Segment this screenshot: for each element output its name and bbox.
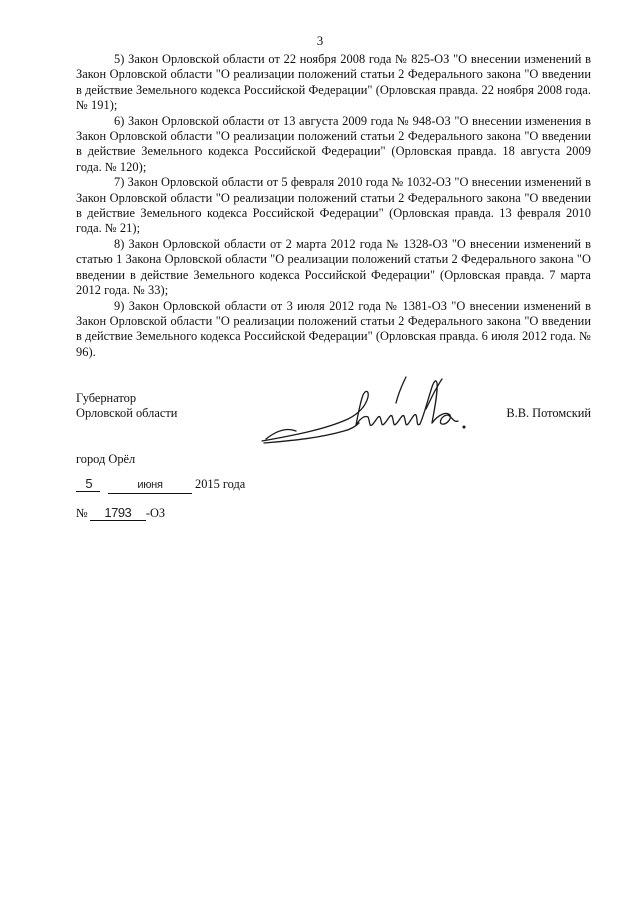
law-item: 7) Закон Орловской области от 5 февраля 2010 года № 1032-ОЗ "О внесении изменений в Закон Орловской области "О реализации положений статьи 2 Федерального закона "О введении в действие Земельного кодекса Российской Федерации" (Орловская правда. 13 февраля 2010 года. № 21); bbox=[76, 175, 591, 236]
law-item: 5) Закон Орловской области от 22 ноября 2008 года № 825-ОЗ "О внесении изменений в Закон Орловской области "О реализации положений статьи 2 Федерального закона "О введении в действие Земельного кодекса Российской Федерации" (Орловская правда. 22 ноября 2008 года. № 191); bbox=[76, 52, 591, 113]
number-prefix: № bbox=[76, 506, 88, 520]
law-item: 6) Закон Орловской области от 13 августа 2009 года № 948-ОЗ "О внесении изменения в Закон Орловской области "О реализации положений статьи 2 Федерального закона "О введении в действие Земельного кодекса Российской Федерации" (Орловская правда. 18 августа 2009 года. № 120); bbox=[76, 113, 591, 174]
number-value: 1793 bbox=[90, 505, 146, 521]
governor-name: В.В. Потомский bbox=[506, 406, 591, 421]
date-day: 5 bbox=[76, 476, 100, 492]
number-suffix: -ОЗ bbox=[145, 506, 166, 520]
law-item: 9) Закон Орловской области от 3 июля 2012 года № 1381-ОЗ "О внесении изменений в Закон Орловской области "О реализации положений статьи 2 Федерального закона "О введении в действие Земельного кодекса Российской Федерации" (Орловская правда. 6 июля 2012 года. № 96). bbox=[76, 298, 591, 359]
governor-title bbox=[76, 391, 177, 422]
governor-title-line2: Орловской области bbox=[76, 406, 178, 421]
governor-title-line1: Губернатор bbox=[76, 391, 137, 405]
handwritten-signature bbox=[256, 369, 476, 469]
date-year: 2015 года bbox=[195, 477, 246, 491]
law-number bbox=[76, 505, 165, 521]
place-of-signing: город Орёл bbox=[76, 452, 136, 466]
signing-date bbox=[76, 476, 245, 494]
law-item: 8) Закон Орловской области от 2 марта 2012 года № 1328-ОЗ "О внесении изменений в статью 1 Закона Орловской области "О реализации положений статьи 2 Федерального закона "О введении в действие Земельного кодекса Российской Федерации" (Орловская правда. 7 марта 2012 года. № 33); bbox=[76, 236, 591, 298]
signature-block bbox=[76, 391, 591, 471]
date-month: июня bbox=[108, 478, 192, 494]
page-number: 3 bbox=[316, 33, 324, 48]
law-list bbox=[76, 52, 591, 360]
